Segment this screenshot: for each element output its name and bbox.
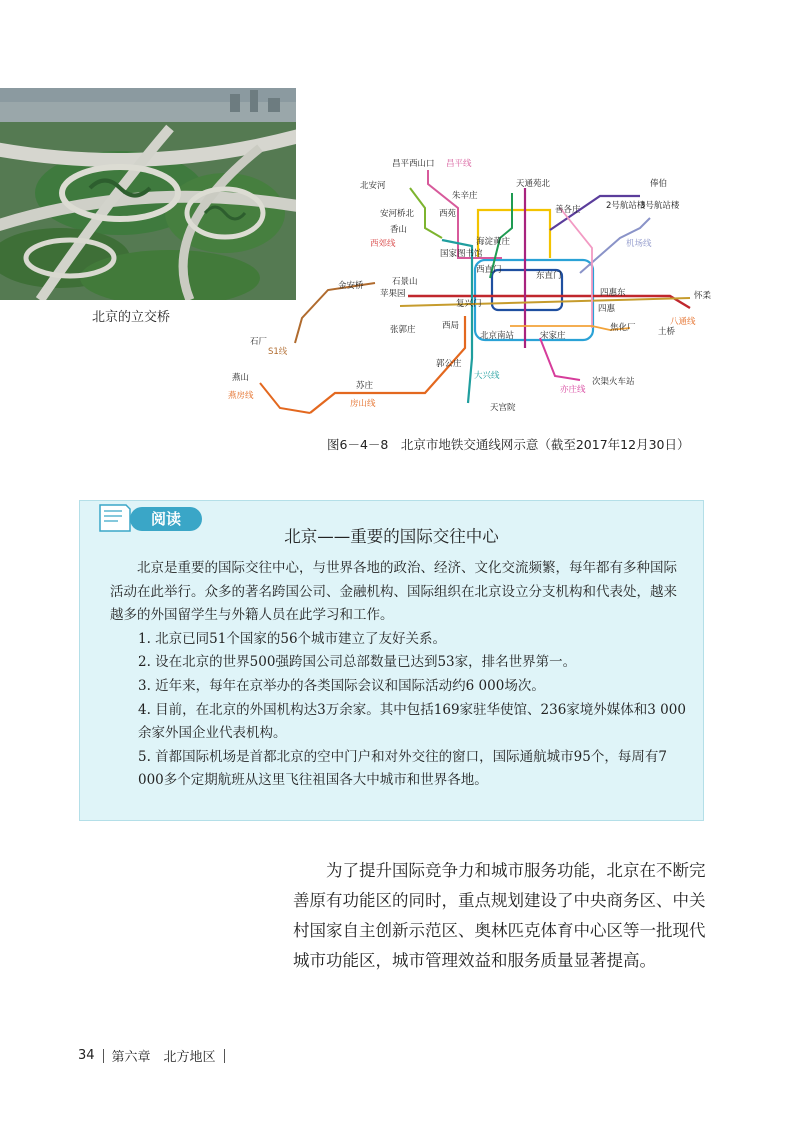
station-label: 石景山 <box>392 277 418 287</box>
station-label: 昌平西山口 <box>392 159 435 169</box>
station-label: 北京南站 <box>480 331 515 341</box>
reading-box <box>79 500 704 821</box>
line-13 <box>478 210 550 258</box>
station-label: 机场线 <box>626 239 652 249</box>
station-label: 苏庄 <box>356 381 374 391</box>
line-s1 <box>295 283 375 343</box>
reading-item: 5. 首都国际机场是首都北京的空中门户和对外交往的窗口，国际通航城市95个，每周有7 000多个定期航班从这里飞往祖国各大中城市和世界各地。 <box>138 748 667 789</box>
reading-item: 4. 目前，在北京的外国机构达3万余家。其中包括169家驻华使馆、236家境外媒体和3 000余家外国企业代表机构。 <box>138 701 686 742</box>
reading-title: 北京——重要的国际交往中心 <box>284 527 499 546</box>
metro-map-caption: 图6－4－8 北京市地铁交通线网示意（截至2017年12月30日） <box>327 437 690 452</box>
line-yanfang <box>260 383 310 413</box>
station-label: 香山 <box>390 225 408 235</box>
station-label: 怀柔 <box>694 291 712 301</box>
station-label: 2号航站楼 <box>606 201 646 211</box>
page-number: 34 <box>78 1048 95 1063</box>
footer-divider <box>224 1049 225 1063</box>
station-label: 东直门 <box>536 271 562 281</box>
station-label: 苹果园 <box>380 289 406 299</box>
reading-item: 1. 北京已同51个国家的56个城市建立了友好关系。 <box>138 630 447 647</box>
station-label: 朱辛庄 <box>452 191 478 201</box>
station-label: 石厂 <box>250 337 268 347</box>
station-label: 西局 <box>442 321 460 331</box>
station-label: 房山线 <box>350 399 376 409</box>
line-16 <box>410 188 442 238</box>
station-label: 西苑 <box>439 209 457 219</box>
station-label: 北安河 <box>360 181 386 191</box>
footer-divider <box>103 1049 104 1063</box>
station-label: 张郭庄 <box>390 325 416 335</box>
station-label: 安河桥北 <box>380 209 415 219</box>
line-6 <box>400 298 690 306</box>
station-label: 善各庄 <box>555 205 581 215</box>
station-label: 国家图书馆 <box>440 249 483 259</box>
station-label: 四惠 <box>598 304 616 314</box>
station-label: 金安桥 <box>338 281 364 291</box>
station-label: 昌平线 <box>446 159 472 169</box>
main-paragraph-text: 为了提升国际竞争力和城市服务功能，北京在不断完善原有功能区的同时，重点规划建设了中央商务区、中关村国家自主创新示范区、奥林匹克体育中心区等一批现代城市功能区，城市管理效益和服务质量显著提高。 <box>293 861 706 970</box>
station-label: S1线 <box>268 347 288 357</box>
reading-body <box>110 557 690 793</box>
station-label: 西直门 <box>476 265 502 275</box>
svg-text:阅读: 阅读 <box>150 510 182 528</box>
station-label: 天宫院 <box>490 403 516 413</box>
station-label: 大兴线 <box>474 371 500 381</box>
station-label: 郭公庄 <box>436 359 462 369</box>
station-label: 俸伯 <box>650 179 668 189</box>
reading-intro: 北京是重要的国际交往中心，与世界各地的政治、经济、文化交流频繁，每年都有多种国际活动在此举行。众多的著名跨国公司、金融机构、国际组织在北京设立分支机构和代表处，越来越多的外国留学生与外籍人员在此学习和工作。 <box>110 560 677 624</box>
station-label: 燕房线 <box>228 391 254 401</box>
photo-caption: 北京的立交桥 <box>92 310 171 325</box>
station-label: 宋家庄 <box>540 331 566 341</box>
chapter-title: 第六章 北方地区 <box>111 1050 216 1065</box>
station-label: 八通线 <box>670 317 696 327</box>
station-label: 西郊线 <box>370 239 396 249</box>
line-yizhuang <box>540 338 580 380</box>
station-label: 3号航站楼 <box>640 201 680 211</box>
station-label: 四惠东 <box>600 288 626 298</box>
station-label: 复兴门 <box>456 299 482 309</box>
station-label: 天通苑北 <box>516 179 551 189</box>
station-label: 土桥 <box>658 327 676 337</box>
reading-item: 3. 近年来，每年在京举办的各类国际会议和国际活动约6 000场次。 <box>138 677 545 694</box>
reading-item: 2. 设在北京的世界500强跨国公司总部数量已达到53家，排名世界第一。 <box>138 654 577 671</box>
page-footer <box>78 1046 233 1065</box>
station-label: 亦庄线 <box>560 385 586 395</box>
metro-map <box>220 148 720 423</box>
station-label: 焦化厂 <box>610 323 636 333</box>
main-paragraph <box>293 856 711 976</box>
station-label: 次渠火车站 <box>592 377 635 387</box>
station-label: 燕山 <box>232 373 250 383</box>
station-label: 海淀黄庄 <box>476 237 511 247</box>
